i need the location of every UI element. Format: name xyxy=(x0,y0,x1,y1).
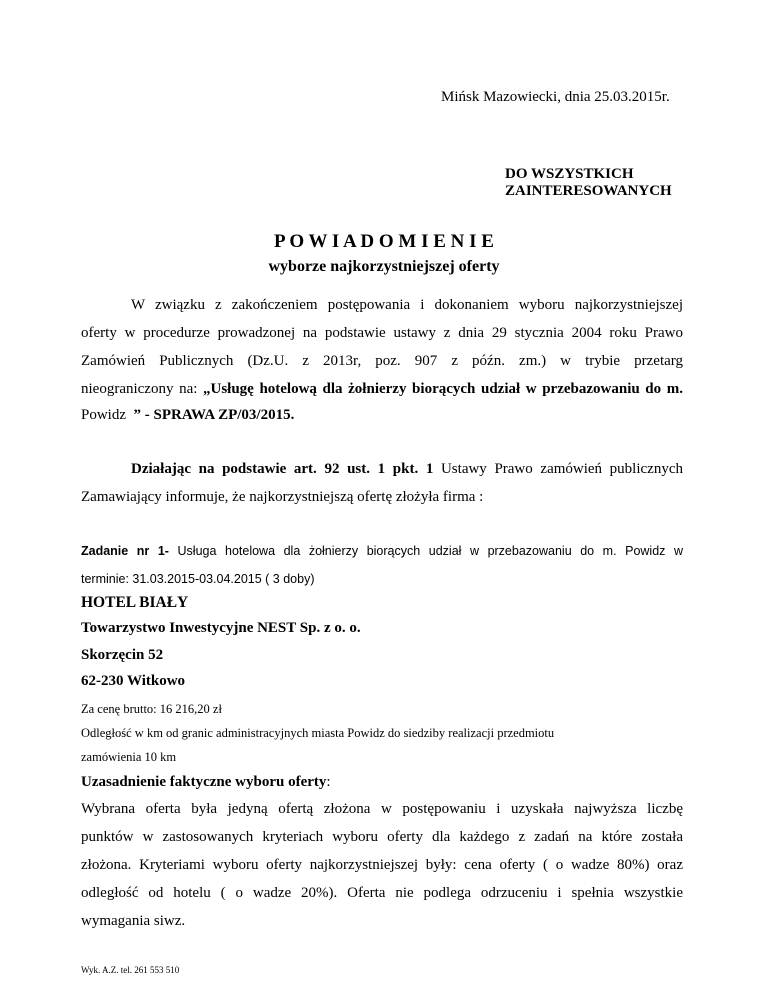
basis-line-1: Działając na podstawie art. 92 ust. 1 pkt. 1 Ustawy Prawo zamówień publicznych xyxy=(131,461,683,477)
justification-line-5: wymagania siwz. xyxy=(81,913,186,929)
justification-line-3: złożona. Kryteriami wyboru oferty najkorzystniejszej były: cena oferty ( o wadze 80%) oraz xyxy=(81,857,683,873)
winner-company: Towarzystwo Inwestycyjne NEST Sp. z o. o. xyxy=(81,620,361,636)
justification-line-1: Wybrana oferta była jedyną ofertą złożona w postępowaniu i uzyskała najwyższa liczbę xyxy=(81,801,683,817)
winner-street: Skorzęcin 52 xyxy=(81,647,164,663)
intro-line-4: nieograniczony na: „Usługę hotelową dla żołnierzy biorących udział w przebazowaniu do m. xyxy=(81,381,683,397)
document-title: P O W I A D O M I E N I E xyxy=(274,231,494,252)
winner-distance-line-2: zamówienia 10 km xyxy=(81,750,177,764)
place-date: Mińsk Mazowiecki, dnia 25.03.2015r. xyxy=(441,89,670,105)
winner-name: HOTEL BIAŁY xyxy=(81,594,189,611)
intro-line-3: Zamówień Publicznych (Dz.U. z 2013r, poz. 907 z późn. zm.) w trybie przetarg xyxy=(81,353,683,369)
basis-line-2: Zamawiający informuje, że najkorzystniejszą ofertę złożyła firma : xyxy=(81,489,484,505)
winner-city: 62-230 Witkowo xyxy=(81,673,186,689)
task-line-2: terminie: 31.03.2015-03.04.2015 ( 3 doby) xyxy=(81,572,315,586)
intro-line-5: Powidz ” - SPRAWA ZP/03/2015. xyxy=(81,407,295,423)
winner-price: Za cenę brutto: 16 216,20 zł xyxy=(81,702,222,716)
document-subtitle: wyborze najkorzystniejszej oferty xyxy=(268,258,500,275)
recipient-line-1: DO WSZYSTKICH xyxy=(505,166,634,182)
task-line-1: Zadanie nr 1- Usługa hotelowa dla żołnierzy biorących udział w przebazowaniu do m. Powidz w xyxy=(81,544,683,558)
justification-line-4: odległość od hotelu ( o wadze 20%). Oferta nie podlega odrzuceniu i spełnia wszystkie xyxy=(81,885,683,901)
intro-line-1: W związku z zakończeniem postępowania i dokonaniem wyboru najkorzystniejszej xyxy=(131,297,683,313)
footer-author: Wyk. A.Z. tel. 261 553 510 xyxy=(81,965,180,975)
recipient-line-2: ZAINTERESOWANYCH xyxy=(505,183,672,199)
justification-heading: Uzasadnienie faktyczne wyboru oferty: xyxy=(81,774,331,790)
winner-distance-line-1: Odległość w km od granic administracyjnych miasta Powidz do siedziby realizacji przedmiotu xyxy=(81,726,555,740)
justification-line-2: punktów w zastosowanych kryteriach wyboru oferty dla każdego z zadań na które została xyxy=(81,829,683,845)
intro-line-2: oferty w procedurze prowadzonej na podstawie ustawy z dnia 29 stycznia 2004 roku Prawo xyxy=(81,325,683,341)
